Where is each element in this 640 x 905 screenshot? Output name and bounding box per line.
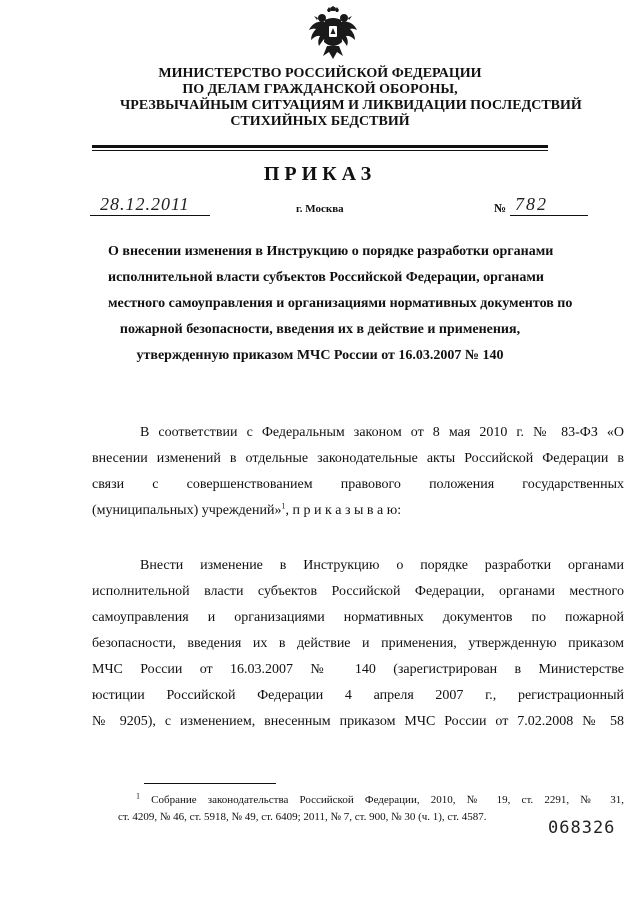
paragraph-line: Внести изменение в Инструкцию о порядке разработки органами xyxy=(140,558,624,573)
header-divider-thin xyxy=(92,150,548,151)
double-headed-eagle-emblem-icon xyxy=(308,6,358,60)
ministry-line: МИНИСТЕРСТВО РОССИЙСКОЙ ФЕДЕРАЦИИ xyxy=(158,66,482,81)
order-number-handwritten: 782 xyxy=(515,194,548,214)
number-underline xyxy=(510,215,588,216)
order-date-handwritten: 28.12.2011 xyxy=(100,194,190,214)
subject-line: утвержденную приказом МЧС России от 16.03.2007 № 140 xyxy=(136,348,504,363)
subject-line: местного самоуправления и организациями нормативных документов по xyxy=(108,296,573,311)
paragraph-line: исполнительной власти субъектов Российской Федерации, органами местного xyxy=(92,584,624,599)
order-body-paragraph xyxy=(92,553,624,735)
order-title: ПРИКАЗ xyxy=(263,163,377,185)
ministry-line: ПО ДЕЛАМ ГРАЖДАНСКОЙ ОБОРОНЫ, xyxy=(182,82,458,97)
subject-line: исполнительной власти субъектов Российской Федерации, органами xyxy=(108,270,544,285)
paragraph-line: юстиции Российской Федерации 4 апреля 2007 г., регистрационный xyxy=(92,688,624,703)
order-number-sign: № xyxy=(494,201,507,215)
date-underline xyxy=(90,215,210,216)
order-subject xyxy=(108,239,573,369)
subject-line: пожарной безопасности, введения их в действие и применения, xyxy=(119,322,521,337)
ministry-line: ЧРЕЗВЫЧАЙНЫМ СИТУАЦИЯМ И ЛИКВИДАЦИИ ПОСЛЕДСТВИЙ xyxy=(120,98,582,113)
paragraph-text: , п р и к а з ы в а ю: xyxy=(285,503,402,518)
paragraph-line: № 9205), с изменением, внесенным приказом МЧС России от 7.02.2008 № 58 xyxy=(92,714,624,729)
order-city: г. Москва xyxy=(296,203,344,215)
paragraph-line: В соответствии с Федеральным законом от 8 мая 2010 г. № 83-ФЗ «О xyxy=(140,425,624,440)
preamble-paragraph xyxy=(92,420,624,524)
footnote-reference: 1 xyxy=(281,501,286,511)
paragraph-line: МЧС России от 16.03.2007 № 140 (зарегистрирован в Министерстве xyxy=(92,662,624,677)
header-divider-thick xyxy=(92,145,548,148)
footnote-line: ст. 4209, № 46, ст. 5918, № 49, ст. 6409; 2011, № 7, ст. 900, № 30 (ч. 1), ст. 4587. xyxy=(118,811,487,823)
document-serial-stamp: 068326 xyxy=(548,818,616,838)
paragraph-line: внесении изменений в отдельные законодательные акты Российской Федерации в xyxy=(92,451,624,466)
paragraph-text: (муниципальных) учреждений» xyxy=(92,503,282,518)
paragraph-line: связи с совершенствованием правового положения государственных xyxy=(92,477,624,492)
footnote-divider xyxy=(144,783,276,784)
ministry-line: СТИХИЙНЫХ БЕДСТВИЙ xyxy=(230,114,410,129)
footnote-line xyxy=(118,792,624,809)
ministry-header xyxy=(120,66,582,130)
footnote-marker: 1 xyxy=(136,791,140,801)
paragraph-line xyxy=(92,498,624,524)
subject-line: О внесении изменения в Инструкцию о порядке разработки органами xyxy=(108,244,554,259)
footnote-text: Собрание законодательства Российской Федерации, 2010, № 19, ст. 2291, № 31, xyxy=(151,794,625,806)
paragraph-line: самоуправления и организациями нормативных документов по пожарной xyxy=(92,610,624,625)
paragraph-line: безопасности, введения их в действие и применения, утвержденную приказом xyxy=(92,636,624,651)
